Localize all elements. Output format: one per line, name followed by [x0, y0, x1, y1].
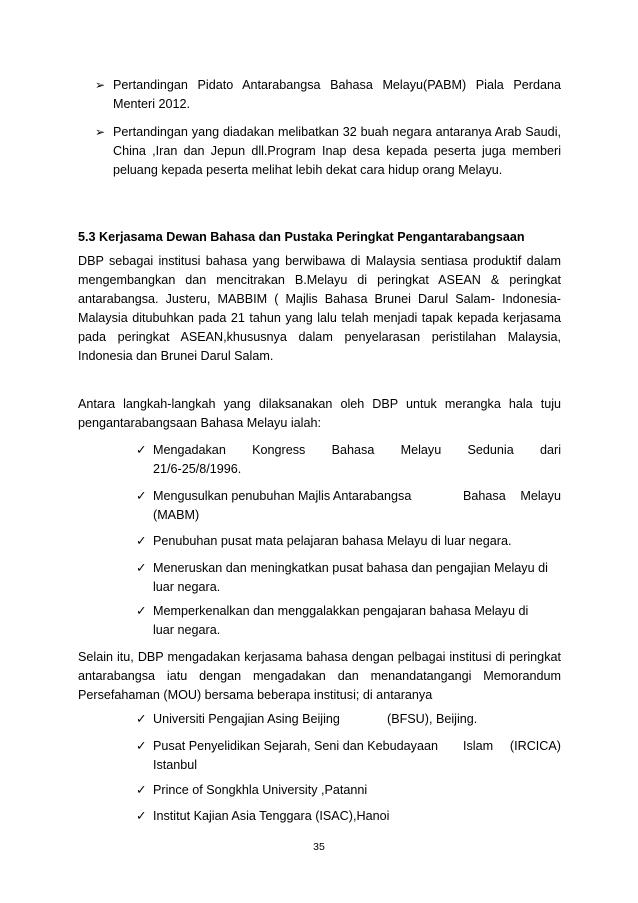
check-item-line: luar negara.	[153, 580, 221, 594]
check-item-line: Prince of Songkhla University ,Patanni	[153, 783, 368, 797]
check-item-line: (MABM)	[153, 508, 200, 522]
section-heading: 5.3 Kerjasama Dewan Bahasa dan Pustaka Peringkat Pengantarabangsaan	[78, 230, 525, 244]
check-icon: ✓	[136, 534, 147, 548]
check-icon: ✓	[136, 712, 147, 726]
page-number: 35	[313, 841, 325, 853]
check-item-line: Mengusulkan penubuhan Majlis Antarabangsa Bahasa Melayu	[153, 489, 561, 503]
check-item-line: Penubuhan pusat mata pelajaran bahasa Melayu di luar negara.	[153, 534, 512, 548]
paragraph-steps-intro: Antara langkah-langkah yang dilaksanakan oleh DBP untuk merangka hala tuju pengantarabangsaan Bahasa Melayu ialah:	[78, 397, 561, 430]
arrow-list-item	[95, 123, 561, 180]
arrow-list-item	[95, 76, 561, 114]
check-icon: ✓	[136, 809, 147, 823]
arrow-bullet-icon: ➢	[95, 125, 106, 139]
check-list-item	[136, 487, 561, 525]
check-icon: ✓	[136, 783, 147, 797]
paragraph-intro: DBP sebagai institusi bahasa yang berwibawa di Malaysia sentiasa produktif dalam mengembangkan dan mencitrakan B.Melayu di peringkat ASEAN & peringkat antarabangsa. Justeru, MABBIM ( Majlis Bahasa Brunei Darul Salam- Indonesia-Malaysia ditubuhkan pada 21 tahun yang lalu telah menjadi tapak kepada kerjasama pada peringkat ASEAN,khususnya dalam penyelarasan peristilahan Malaysia, Indonesia dan Brunei Darul Salam.	[78, 254, 561, 363]
check-item-line: 21/6-25/8/1996.	[153, 462, 242, 476]
check-item-line: Pusat Penyelidikan Sejarah, Seni dan Kebudayaan Islam (IRCICA)	[153, 739, 561, 753]
check-icon: ✓	[136, 443, 147, 457]
arrow-item-text: Pertandingan yang diadakan melibatkan 32 buah negara antaranya Arab Saudi, China ,Iran dan Jepun dll.Program Inap desa kepada peserta juga memberi peluang kepada peserta melihat lebih dekat cara hidup orang Melayu.	[113, 125, 561, 177]
check-icon: ✓	[136, 739, 147, 753]
check-icon: ✓	[136, 561, 147, 575]
arrow-item-text: Pertandingan Pidato Antarabangsa Bahasa Melayu(PABM) Piala Perdana Menteri 2012.	[113, 78, 561, 111]
check-icon: ✓	[136, 604, 147, 618]
check-list-item	[136, 602, 561, 640]
check-item-line: Meneruskan dan meningkatkan pusat bahasa dan pengajian Melayu di	[153, 561, 548, 575]
check-list-item	[136, 441, 561, 479]
arrow-bullet-icon: ➢	[95, 78, 106, 92]
check-list-item	[136, 737, 561, 775]
check-item-line: Mengadakan Kongress Bahasa Melayu Sedunia dari	[153, 443, 561, 457]
check-item-line: Universiti Pengajian Asing Beijing (BFSU), Beijing.	[153, 712, 478, 726]
check-list-item	[136, 559, 561, 597]
check-list-item	[136, 807, 561, 826]
check-item-line: Istanbul	[153, 758, 198, 772]
paragraph-cooperation: Selain itu, DBP mengadakan kerjasama bahasa dengan pelbagai institusi di peringkat antarabangsa iatu dengan mengadakan dan menandatangangi Memorandum Persefahaman (MOU) bersama beberapa institusi; di antaranya	[78, 650, 561, 702]
check-list-item	[136, 781, 561, 800]
check-list-item	[136, 710, 561, 729]
check-list-item	[136, 532, 561, 551]
check-item-line: Institut Kajian Asia Tenggara (ISAC),Hanoi	[153, 809, 390, 823]
check-item-line: luar negara.	[153, 623, 221, 637]
check-icon: ✓	[136, 489, 147, 503]
check-item-line: Memperkenalkan dan menggalakkan pengajaran bahasa Melayu di	[153, 604, 529, 618]
